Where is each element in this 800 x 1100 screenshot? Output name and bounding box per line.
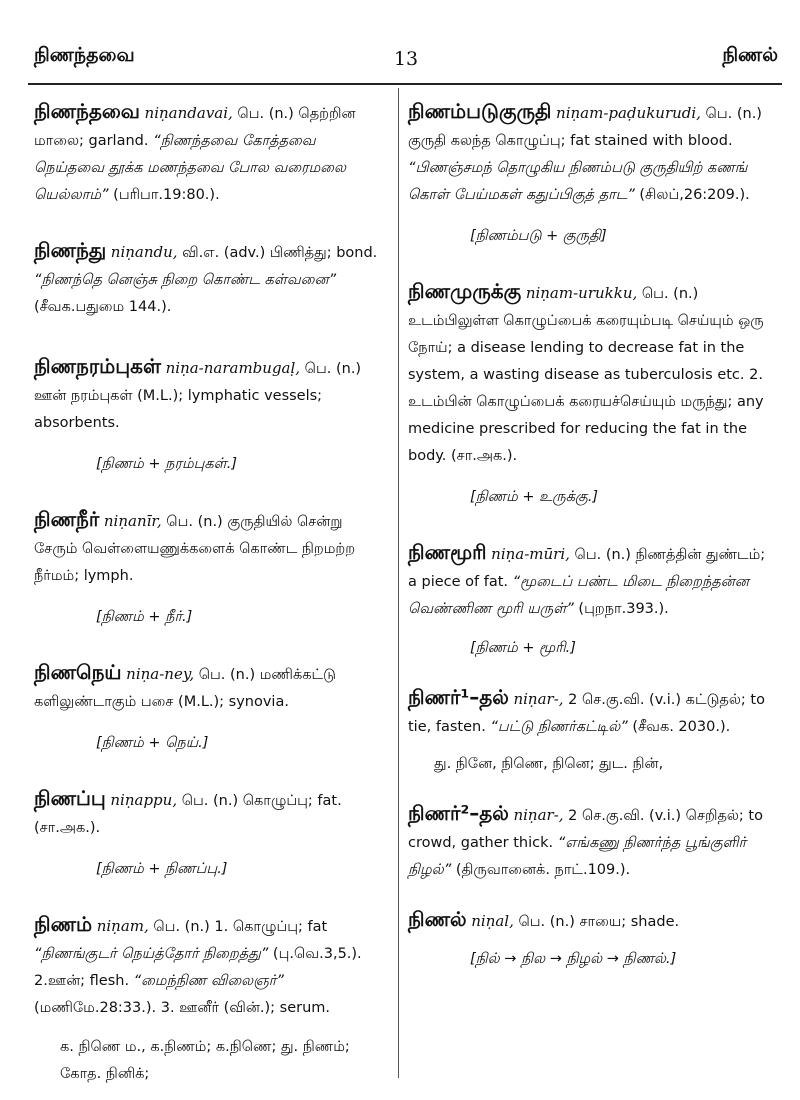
- entry-ninandu: [34, 237, 390, 321]
- definition: பெ. (n.) நிணத்தின் துண்டம்; a piece of fat.: [408, 547, 766, 590]
- headword: நிணந்தவை: [34, 99, 140, 123]
- definition: 2 செ.கு.வி. (v.i.) செறிதல்; to crowd, gather thick.: [408, 808, 763, 851]
- quotation: “பிணஞ்சமந் தொழுகிய நிணம்படு குருதியிற் கணங் கொள் பேய்மகள் கதுப்பிகுத் தாட”: [408, 160, 748, 203]
- quotation: “நிணந்தெ னெஞ்சு நிறை கொண்ட கள்வனை”: [34, 272, 337, 288]
- citation: (சீவக. 2030.).: [627, 719, 731, 735]
- page-number: 13: [393, 48, 419, 70]
- left-column: [34, 98, 390, 1088]
- definition: பெ. (n.) சாயை; shade.: [513, 914, 680, 930]
- definition-continued: (பு.வெ.3,5.). 2.ஊன்; flesh.: [34, 946, 362, 989]
- entry-ninar-1: [408, 684, 766, 741]
- definition: பெ. (n.) மணிக்கட்டு களிலுண்டாகும் பசை (M.L.); synovia.: [34, 667, 336, 710]
- header-left-guide-word: நிணந்தவை: [34, 44, 135, 66]
- headword: நிணம்படுகுருதி: [408, 99, 552, 123]
- etymology: [நிணம் + நரம்புகள்.]: [96, 456, 238, 472]
- definition: பெ. (n.) குருதி கலந்த கொழுப்பு; fat stained with blood.: [408, 106, 762, 149]
- definition: 2 செ.கு.வி. (v.i.) கட்டுதல்; to tie, fasten.: [408, 692, 765, 735]
- headword: நிணநீர்: [34, 507, 100, 531]
- transliteration: niṇar-,: [513, 806, 564, 824]
- citation: (புறநா.393.).: [573, 601, 669, 617]
- entry-ninal: [408, 906, 766, 936]
- headword: நிணநரம்புகள்: [34, 354, 161, 378]
- entry-nina-narambugal: [34, 353, 390, 437]
- transliteration: niṇal,: [471, 912, 514, 930]
- transliteration: niṇandavai,: [144, 104, 233, 122]
- entry-nina-ney: [34, 659, 390, 716]
- cognates: து. நினே, நிணெ, நினெ; துட. நின்,: [434, 756, 664, 772]
- transliteration: niṇam-urukku,: [525, 284, 638, 302]
- etymology: [நில் → நில → நிழல் → நிணல்.]: [470, 951, 677, 967]
- entry-ninandavai: [34, 98, 390, 209]
- entry-ninappu: [34, 785, 390, 842]
- quotation: “பட்டு நிணர்கட்டில்”: [490, 719, 628, 735]
- etymology: [நிணம் + நிணப்பு.]: [96, 861, 228, 877]
- definition: பெ. (n.) குருதியில் சென்று சேரும் வெள்ளையணுக்களைக் கொண்ட நிறமற்ற நீர்மம்; lymph.: [34, 514, 356, 584]
- citation: (திருவானைக். நாட்.109.).: [451, 862, 631, 878]
- citation: (சீவக.பதுமை 144.).: [34, 299, 172, 315]
- etymology: [நிணம் + நீர்.]: [96, 609, 193, 625]
- entry-ninanir: [34, 506, 390, 590]
- headword: நிணநெய்: [34, 660, 122, 684]
- definition: பெ. (n.) ஊன் நரம்புகள் (M.L.); lymphatic vessels; absorbents.: [34, 361, 362, 431]
- column-divider: [398, 88, 399, 1078]
- definition: பெ. (n.) உடம்பிலுள்ள கொழுப்பைக் கரையும்படி செய்யும் ஒரு நோய்; a disease lending to decrease fat in the system, a wasting disease as tuberculosis etc. 2. உடம்பின் கொழுப்பைக் கரையச்செய்யும் மருந்து; any medicine prescribed for reducing the fat in the body. (சா.அக.).: [408, 286, 764, 464]
- etymology: [நிணம் + உருக்கு.]: [470, 489, 599, 505]
- right-column: [408, 98, 766, 973]
- quotation: “எங்கணு நிணர்ந்த பூங்குளிர் நிழல்”: [408, 835, 747, 878]
- header-right-guide-word: நிணல்: [722, 44, 778, 66]
- entry-ninar-2: [408, 800, 766, 884]
- transliteration: niṇa-narambugaḷ,: [165, 359, 301, 377]
- citation: (மணிமே.28:33.). 3. ஊனீர் (வின்.); serum.: [34, 1000, 331, 1016]
- headword: நிணமூரி: [408, 540, 487, 564]
- definition: பெ. (n.) 1. கொழுப்பு; fat: [148, 919, 328, 935]
- headword: நிணம்: [34, 912, 93, 936]
- etymology: [நிணம் + நெய்.]: [96, 735, 209, 751]
- headword: நிணப்பு: [34, 786, 106, 810]
- transliteration: niṇam-paḍukurudi,: [556, 104, 701, 122]
- quotation: “நிணந்தவை கோத்தவை நெய்தவை தூக்க மணந்தவை போல வரைமலை யெல்லாம்”: [34, 133, 347, 203]
- headword: நிணமுருக்கு: [408, 279, 522, 303]
- transliteration: niṇanīr,: [103, 512, 162, 530]
- transliteration: niṇa-mūri,: [491, 545, 570, 563]
- header-rule: [28, 83, 782, 85]
- headword: நிணந்து: [34, 238, 107, 262]
- etymology: [நிணம் + மூரி.]: [470, 640, 576, 656]
- citation: (சிலப்,26:209.).: [634, 187, 750, 203]
- transliteration: niṇappu,: [110, 791, 178, 809]
- transliteration: niṇa-ney,: [126, 665, 195, 683]
- quotation: “மைந்நிண விலைஞர்”: [133, 973, 284, 989]
- quotation: “நிணங்குடர் நெய்த்தோர் நிறைத்து”: [34, 946, 269, 962]
- transliteration: niṇar-,: [513, 690, 564, 708]
- citation: (பரிபா.19:80.).: [108, 187, 220, 203]
- quotation: “மூடைப் பண்ட மிடை நிறைந்தன்ன வெண்ணிண மூரி யருள்”: [408, 574, 749, 617]
- definition: வி.எ. (adv.) பிணித்து; bond.: [177, 245, 378, 261]
- transliteration: niṇam,: [96, 917, 149, 935]
- definition: பெ. (n.) தெற்றின மாலை; garland.: [34, 106, 356, 149]
- cognates: க. நிணெ ம., க.நிணம்; க.நிணெ; து. நிணம்; கோத. நினிக்;: [60, 1039, 350, 1082]
- definition: பெ. (n.) கொழுப்பு; fat. (சா.அக.).: [34, 793, 342, 836]
- headword: நிணர்²–தல்: [408, 801, 509, 825]
- entry-ninam-urukku: [408, 278, 766, 470]
- transliteration: niṇandu,: [110, 243, 178, 261]
- page-header: [34, 44, 778, 76]
- headword: நிணல்: [408, 907, 467, 931]
- entry-ninam: [34, 911, 390, 1022]
- entry-ninam-padukurudi: [408, 98, 766, 209]
- entry-nina-muri: [408, 539, 766, 623]
- etymology: [நிணம்படு + குருதி]: [470, 228, 607, 244]
- headword: நிணர்¹–தல்: [408, 685, 509, 709]
